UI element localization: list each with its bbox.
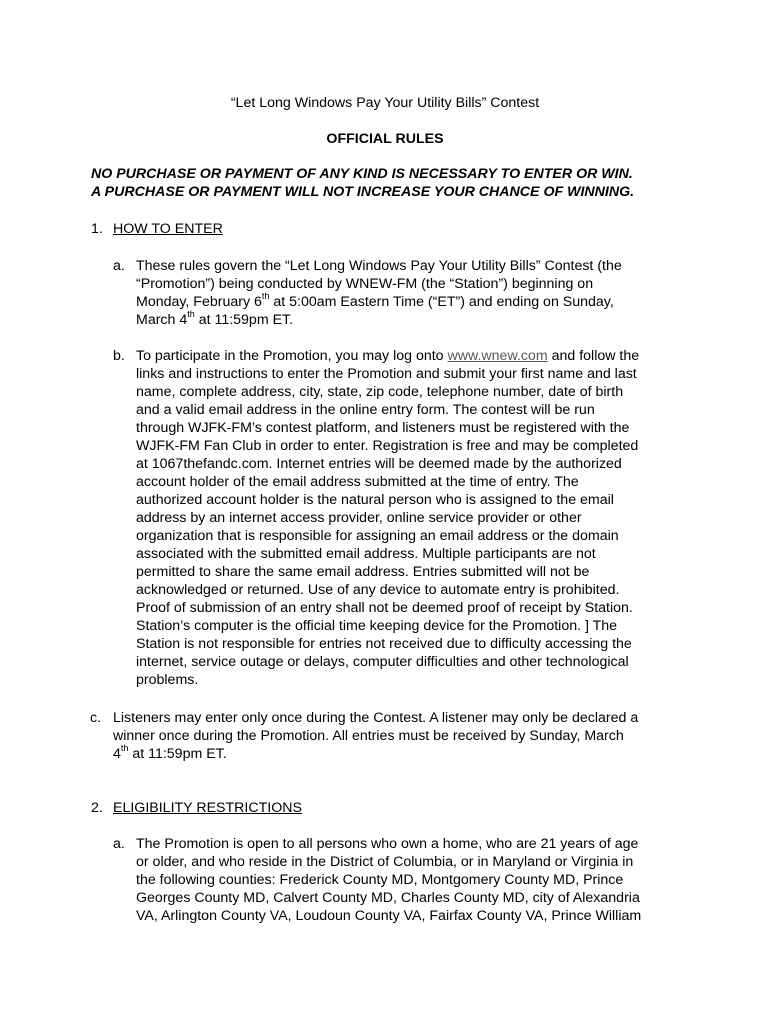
text-line: associated with the submitted email address. Multiple participants are not	[136, 546, 596, 562]
text-line: Station is not responsible for entries not received due to difficulty accessing the	[136, 636, 632, 652]
text-line: permitted to share the same email address. Entries submitted will not be	[136, 564, 590, 580]
section-number: 1.	[91, 221, 103, 237]
text-line: and a valid email address in the online entry form. The contest will be run	[136, 402, 595, 418]
text-line: 4th at 11:59pm ET.	[113, 743, 227, 762]
disclaimer-line: A PURCHASE OR PAYMENT WILL NOT INCREASE YOUR CHANCE OF WINNING.	[91, 184, 635, 200]
item-marker: c.	[90, 710, 102, 726]
text-line: To participate in the Promotion, you may log onto www.wnew.com and follow the	[136, 348, 640, 364]
text-line: The Promotion is open to all persons who own a home, who are 21 years of age	[136, 836, 639, 852]
section-heading-label: HOW TO ENTER	[113, 221, 223, 237]
section-heading-eligibility	[91, 799, 302, 817]
rule-item-1b	[113, 347, 696, 689]
wnew-link[interactable]: www.wnew.com	[447, 348, 548, 364]
text-line: or older, and who reside in the District of Columbia, or in Maryland or Virginia in	[136, 854, 634, 870]
text-line: Listeners may enter only once during the Contest. A listener may only be declared a	[113, 710, 639, 726]
text-line: authorized account holder is the natural person who is assigned to the email	[136, 492, 614, 508]
item-marker: a.	[113, 836, 125, 852]
text-line: the following counties: Frederick County MD, Montgomery County MD, Prince	[136, 872, 624, 888]
disclaimer-line: NO PURCHASE OR PAYMENT OF ANY KIND IS NECESSARY TO ENTER OR WIN.	[91, 166, 633, 182]
text-line: Monday, February 6th at 5:00am Eastern Time (“ET”) and ending on Sunday,	[136, 291, 614, 310]
rule-item-1c	[90, 709, 693, 763]
text-line: These rules govern the “Let Long Windows Pay Your Utility Bills” Contest (the	[136, 258, 622, 274]
text-line: through WJFK-FM’s contest platform, and listeners must be registered with the	[136, 420, 630, 436]
text-line: links and instructions to enter the Promotion and submit your first name and last	[136, 366, 637, 382]
text-line: organization that is responsible for assigning an email address or the domain	[136, 528, 619, 544]
text-line: WJFK-FM Fan Club in order to enter. Registration is free and may be completed	[136, 438, 639, 454]
text-line: VA, Arlington County VA, Loudoun County VA, Fairfax County VA, Prince William	[136, 908, 642, 924]
document-title: “Let Long Windows Pay Your Utility Bills” Contest	[230, 95, 540, 111]
section-number: 2.	[91, 800, 103, 816]
text-line: name, complete address, city, state, zip code, telephone number, date of birth	[136, 384, 624, 400]
text-line: address by an internet access provider, online service provider or other	[136, 510, 582, 526]
document-subtitle: OFFICIAL RULES	[326, 131, 444, 147]
text-line: “Promotion”) being conducted by WNEW-FM (the “Station”) beginning on	[136, 276, 594, 292]
text-line: problems.	[136, 672, 199, 688]
text-line: Station’s computer is the official time keeping device for the Promotion. ] The	[136, 618, 618, 634]
section-heading-how-to-enter	[91, 220, 223, 238]
disclaimer	[91, 165, 711, 201]
text-line: March 4th at 11:59pm ET.	[136, 309, 294, 328]
item-marker: b.	[113, 348, 125, 364]
text-line: acknowledged or returned. Use of any device to automate entry is prohibited.	[136, 582, 620, 598]
text-line: Georges County MD, Calvert County MD, Charles County MD, city of Alexandria	[136, 890, 640, 906]
text-line: account holder of the email address submitted at the time of entry. The	[136, 474, 579, 490]
rule-item-2a	[113, 835, 696, 925]
text-line: Proof of submission of an entry shall not be deemed proof of receipt by Station.	[136, 600, 633, 616]
section-heading-label: ELIGIBILITY RESTRICTIONS	[113, 800, 302, 816]
rule-item-1a	[113, 257, 696, 329]
text-line: internet, service outage or delays, computer difficulties and other technological	[136, 654, 629, 670]
text-line: winner once during the Promotion. All entries must be received by Sunday, March	[113, 728, 624, 744]
text-line: at 1067thefandc.com. Internet entries will be deemed made by the authorized	[136, 456, 622, 472]
item-marker: a.	[113, 258, 125, 274]
